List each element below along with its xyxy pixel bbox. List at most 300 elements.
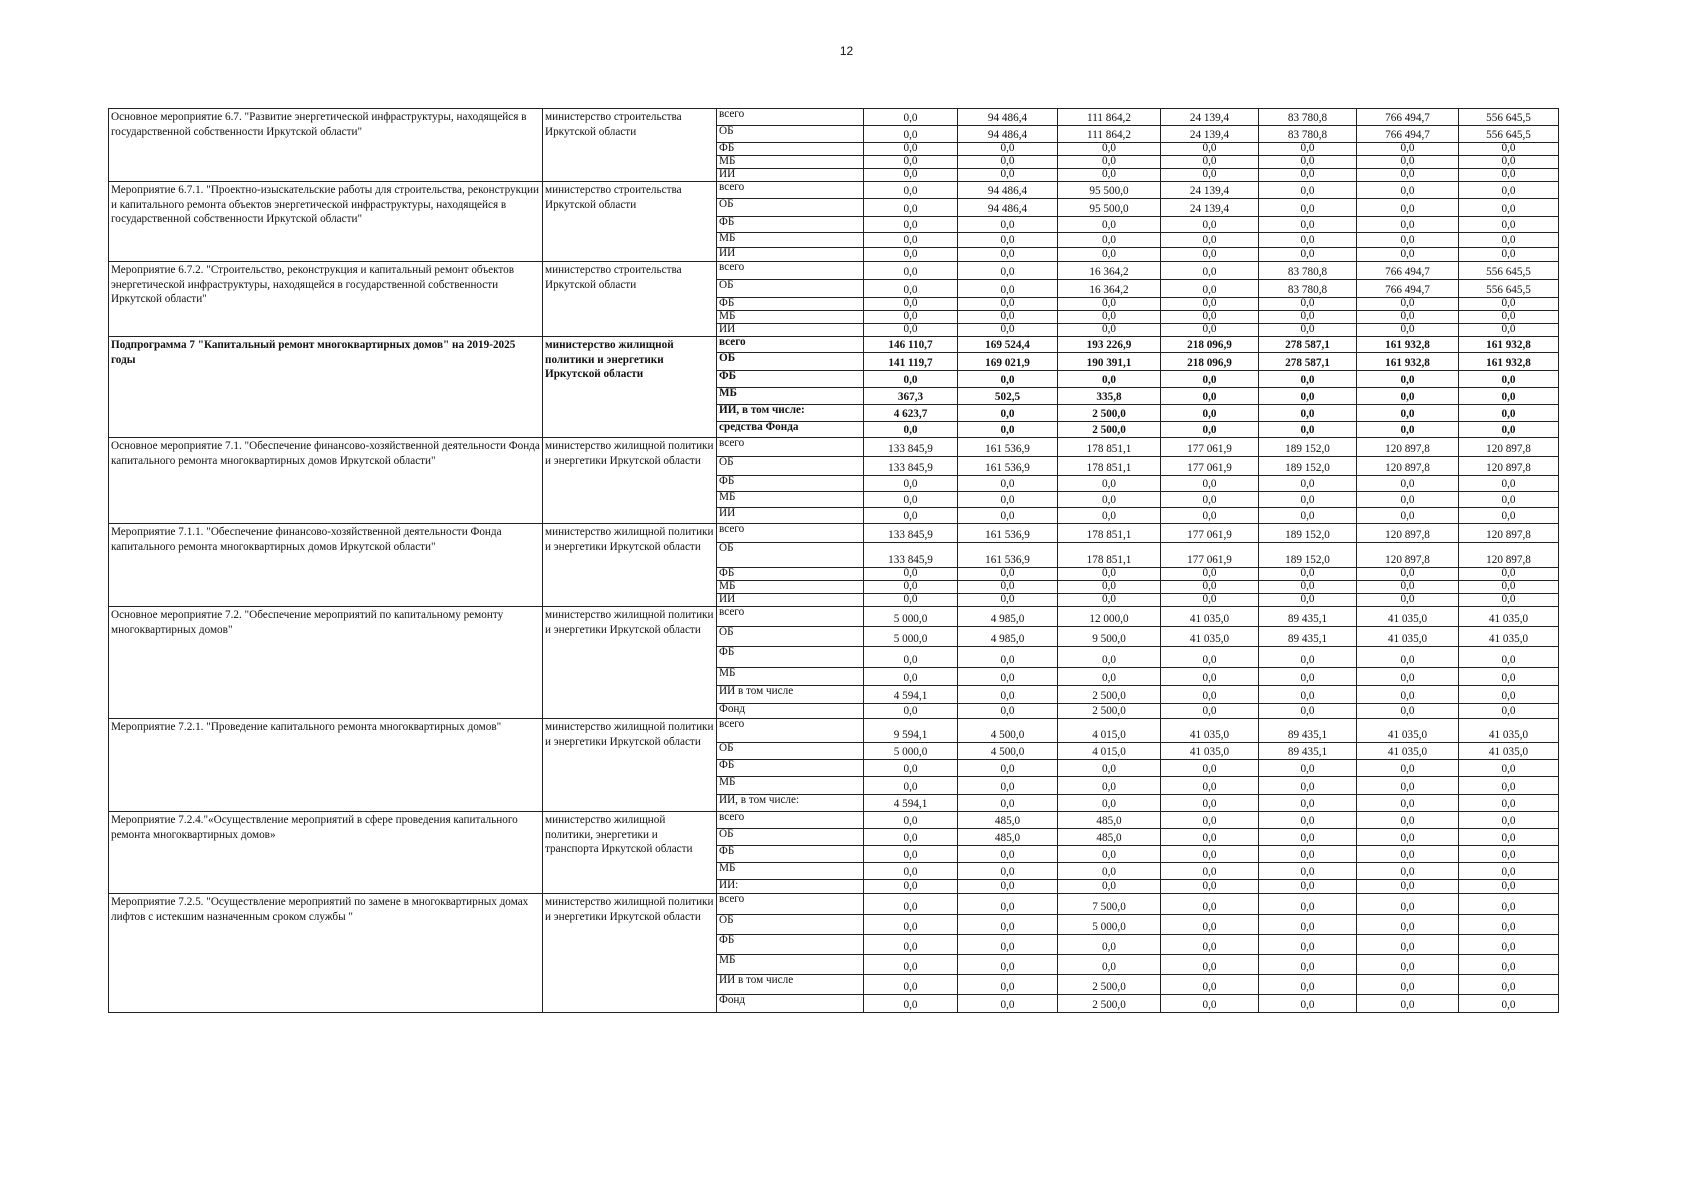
funding-source: ФБ <box>717 476 864 492</box>
amount-cell: 0,0 <box>1058 508 1161 524</box>
amount-cell: 0,0 <box>1357 156 1459 169</box>
amount-cell: 0,0 <box>1161 476 1259 492</box>
amount-cell: 0,0 <box>1259 760 1357 777</box>
amount-cell: 0,0 <box>864 217 958 233</box>
amount-cell: 24 139,4 <box>1161 199 1259 217</box>
amount-cell: 161 536,9 <box>958 543 1058 568</box>
amount-cell: 0,0 <box>1459 581 1559 594</box>
amount-cell: 0,0 <box>1161 248 1259 262</box>
amount-cell: 0,0 <box>1357 863 1459 880</box>
measure-name: Мероприятие 6.7.1. "Проектно-изыскательские работы для строительства, реконструкции и капитального ремонта объектов энергетической инфраструктуры, находящейся в государственной собственности Иркутской области" <box>109 182 543 262</box>
amount-cell: 0,0 <box>1459 156 1559 169</box>
amount-cell: 0,0 <box>958 581 1058 594</box>
amount-cell: 0,0 <box>1357 777 1459 795</box>
amount-cell: 0,0 <box>1259 324 1357 337</box>
amount-cell: 0,0 <box>864 371 958 388</box>
table-row <box>109 812 1559 829</box>
amount-cell: 0,0 <box>864 298 958 311</box>
amount-cell: 7 500,0 <box>1058 894 1161 915</box>
amount-cell: 0,0 <box>958 217 1058 233</box>
amount-cell: 189 152,0 <box>1259 543 1357 568</box>
amount-cell: 0,0 <box>1459 863 1559 880</box>
amount-cell: 0,0 <box>958 508 1058 524</box>
amount-cell: 766 494,7 <box>1357 280 1459 298</box>
funding-source: МБ <box>717 388 864 405</box>
amount-cell: 161 932,8 <box>1357 353 1459 371</box>
amount-cell: 0,0 <box>1459 955 1559 975</box>
amount-cell: 0,0 <box>1058 955 1161 975</box>
amount-cell: 0,0 <box>1161 975 1259 995</box>
amount-cell: 0,0 <box>1259 880 1357 894</box>
amount-cell: 24 139,4 <box>1161 109 1259 126</box>
amount-cell: 95 500,0 <box>1058 199 1161 217</box>
amount-cell: 120 897,8 <box>1357 438 1459 457</box>
amount-cell: 0,0 <box>1459 686 1559 704</box>
amount-cell: 0,0 <box>1161 915 1259 935</box>
amount-cell: 0,0 <box>1357 581 1459 594</box>
amount-cell: 146 110,7 <box>864 337 958 353</box>
amount-cell: 16 364,2 <box>1058 262 1161 280</box>
measure-name: Основное мероприятие 7.1. "Обеспечение финансово-хозяйственной деятельности Фонда капитального ремонта многоквартирных домов Иркутской области" <box>109 438 543 524</box>
amount-cell: 278 587,1 <box>1259 353 1357 371</box>
amount-cell: 89 435,1 <box>1259 627 1357 647</box>
amount-cell: 0,0 <box>958 777 1058 795</box>
amount-cell: 0,0 <box>1459 233 1559 248</box>
amount-cell: 0,0 <box>958 422 1058 438</box>
amount-cell: 0,0 <box>1357 668 1459 686</box>
table-row <box>109 524 1559 543</box>
amount-cell: 178 851,1 <box>1058 457 1161 476</box>
amount-cell: 0,0 <box>1161 777 1259 795</box>
amount-cell: 41 035,0 <box>1459 719 1559 743</box>
amount-cell: 2 500,0 <box>1058 686 1161 704</box>
amount-cell: 0,0 <box>958 298 1058 311</box>
amount-cell: 502,5 <box>958 388 1058 405</box>
amount-cell: 0,0 <box>1357 935 1459 955</box>
amount-cell: 0,0 <box>1161 795 1259 812</box>
amount-cell: 0,0 <box>864 199 958 217</box>
amount-cell: 0,0 <box>1161 233 1259 248</box>
amount-cell: 0,0 <box>1058 492 1161 508</box>
amount-cell: 0,0 <box>864 846 958 863</box>
amount-cell: 0,0 <box>864 422 958 438</box>
amount-cell: 485,0 <box>1058 812 1161 829</box>
amount-cell: 12 000,0 <box>1058 607 1161 627</box>
amount-cell: 169 524,4 <box>958 337 1058 353</box>
amount-cell: 0,0 <box>958 704 1058 719</box>
amount-cell: 0,0 <box>958 280 1058 298</box>
amount-cell: 0,0 <box>1459 812 1559 829</box>
measure-name: Основное мероприятие 7.2. "Обеспечение мероприятий по капитальному ремонту многоквартирных домов" <box>109 607 543 719</box>
amount-cell: 0,0 <box>1459 995 1559 1013</box>
amount-cell: 0,0 <box>1058 777 1161 795</box>
amount-cell: 0,0 <box>1357 975 1459 995</box>
amount-cell: 5 000,0 <box>864 607 958 627</box>
amount-cell: 161 932,8 <box>1459 337 1559 353</box>
amount-cell: 0,0 <box>1058 668 1161 686</box>
amount-cell: 0,0 <box>1459 829 1559 846</box>
amount-cell: 0,0 <box>1459 777 1559 795</box>
amount-cell: 0,0 <box>958 405 1058 422</box>
amount-cell: 41 035,0 <box>1459 607 1559 627</box>
amount-cell: 278 587,1 <box>1259 337 1357 353</box>
amount-cell: 0,0 <box>1357 795 1459 812</box>
amount-cell: 4 594,1 <box>864 795 958 812</box>
amount-cell: 0,0 <box>1259 233 1357 248</box>
amount-cell: 0,0 <box>1259 248 1357 262</box>
funding-source: ОБ <box>717 126 864 143</box>
amount-cell: 0,0 <box>1459 760 1559 777</box>
amount-cell: 0,0 <box>1357 568 1459 581</box>
executor-name: министерство строительства Иркутской области <box>543 182 717 262</box>
amount-cell: 0,0 <box>1259 955 1357 975</box>
amount-cell: 190 391,1 <box>1058 353 1161 371</box>
amount-cell: 218 096,9 <box>1161 337 1259 353</box>
measure-name: Мероприятие 7.2.4."«Осуществление мероприятий в сфере проведения капитального ремонта многоквартирных домов» <box>109 812 543 894</box>
table-row <box>109 262 1559 280</box>
amount-cell: 0,0 <box>1357 476 1459 492</box>
funding-source: ИИ <box>717 324 864 337</box>
amount-cell: 0,0 <box>864 829 958 846</box>
amount-cell: 95 500,0 <box>1058 182 1161 199</box>
amount-cell: 0,0 <box>864 812 958 829</box>
amount-cell: 0,0 <box>958 311 1058 324</box>
table-row <box>109 607 1559 627</box>
amount-cell: 0,0 <box>958 915 1058 935</box>
executor-name: министерство жилищной политики и энергетики Иркутской области <box>543 607 717 719</box>
amount-cell: 766 494,7 <box>1357 109 1459 126</box>
funding-source: ОБ <box>717 457 864 476</box>
amount-cell: 83 780,8 <box>1259 109 1357 126</box>
funding-source: всего <box>717 182 864 199</box>
amount-cell: 0,0 <box>1259 894 1357 915</box>
amount-cell: 0,0 <box>1459 388 1559 405</box>
amount-cell: 0,0 <box>1459 975 1559 995</box>
amount-cell: 94 486,4 <box>958 109 1058 126</box>
amount-cell: 0,0 <box>1058 760 1161 777</box>
amount-cell: 0,0 <box>1058 647 1161 668</box>
amount-cell: 0,0 <box>1259 581 1357 594</box>
amount-cell: 24 139,4 <box>1161 126 1259 143</box>
amount-cell: 0,0 <box>864 568 958 581</box>
amount-cell: 0,0 <box>1161 955 1259 975</box>
amount-cell: 5 000,0 <box>864 743 958 760</box>
amount-cell: 0,0 <box>1058 581 1161 594</box>
amount-cell: 0,0 <box>1459 935 1559 955</box>
executor-name: министерство жилищной политики и энергетики Иркутской области <box>543 524 717 607</box>
amount-cell: 0,0 <box>1459 915 1559 935</box>
amount-cell: 0,0 <box>864 169 958 182</box>
amount-cell: 485,0 <box>1058 829 1161 846</box>
amount-cell: 766 494,7 <box>1357 126 1459 143</box>
amount-cell: 0,0 <box>1459 508 1559 524</box>
amount-cell: 0,0 <box>864 143 958 156</box>
amount-cell: 0,0 <box>1357 388 1459 405</box>
amount-cell: 0,0 <box>1058 846 1161 863</box>
amount-cell: 0,0 <box>1259 829 1357 846</box>
amount-cell: 0,0 <box>864 109 958 126</box>
executor-name: министерство строительства Иркутской области <box>543 262 717 337</box>
amount-cell: 0,0 <box>1259 647 1357 668</box>
amount-cell: 41 035,0 <box>1357 627 1459 647</box>
amount-cell: 0,0 <box>1058 594 1161 607</box>
funding-source: ФБ <box>717 647 864 668</box>
amount-cell: 0,0 <box>1459 217 1559 233</box>
amount-cell: 0,0 <box>958 233 1058 248</box>
amount-cell: 0,0 <box>864 704 958 719</box>
amount-cell: 0,0 <box>1259 846 1357 863</box>
amount-cell: 0,0 <box>1161 280 1259 298</box>
amount-cell: 0,0 <box>1259 568 1357 581</box>
amount-cell: 0,0 <box>1259 492 1357 508</box>
amount-cell: 0,0 <box>958 975 1058 995</box>
amount-cell: 0,0 <box>864 262 958 280</box>
funding-source: ФБ <box>717 217 864 233</box>
amount-cell: 24 139,4 <box>1161 182 1259 199</box>
amount-cell: 0,0 <box>864 324 958 337</box>
amount-cell: 0,0 <box>864 126 958 143</box>
amount-cell: 0,0 <box>1259 298 1357 311</box>
amount-cell: 0,0 <box>1357 405 1459 422</box>
amount-cell: 4 985,0 <box>958 607 1058 627</box>
amount-cell: 0,0 <box>1259 371 1357 388</box>
amount-cell: 4 015,0 <box>1058 719 1161 743</box>
amount-cell: 0,0 <box>1459 298 1559 311</box>
amount-cell: 0,0 <box>864 915 958 935</box>
amount-cell: 0,0 <box>1058 324 1161 337</box>
funding-source: всего <box>717 894 864 915</box>
funding-source: Фонд <box>717 995 864 1013</box>
amount-cell: 0,0 <box>1161 143 1259 156</box>
amount-cell: 120 897,8 <box>1357 457 1459 476</box>
amount-cell: 0,0 <box>1058 311 1161 324</box>
amount-cell: 0,0 <box>1357 647 1459 668</box>
amount-cell: 0,0 <box>864 894 958 915</box>
table-row <box>109 337 1559 353</box>
funding-source: ОБ <box>717 627 864 647</box>
amount-cell: 2 500,0 <box>1058 422 1161 438</box>
amount-cell: 5 000,0 <box>864 627 958 647</box>
amount-cell: 0,0 <box>864 476 958 492</box>
amount-cell: 0,0 <box>1459 594 1559 607</box>
amount-cell: 0,0 <box>864 508 958 524</box>
funding-source: МБ <box>717 581 864 594</box>
amount-cell: 120 897,8 <box>1357 543 1459 568</box>
amount-cell: 120 897,8 <box>1459 457 1559 476</box>
amount-cell: 41 035,0 <box>1161 627 1259 647</box>
funding-source: МБ <box>717 156 864 169</box>
amount-cell: 0,0 <box>1459 422 1559 438</box>
amount-cell: 0,0 <box>1259 995 1357 1013</box>
amount-cell: 0,0 <box>958 647 1058 668</box>
amount-cell: 485,0 <box>958 812 1058 829</box>
amount-cell: 0,0 <box>864 995 958 1013</box>
funding-source: ИИ <box>717 248 864 262</box>
funding-source: ФБ <box>717 846 864 863</box>
amount-cell: 0,0 <box>958 668 1058 686</box>
amount-cell: 0,0 <box>1058 143 1161 156</box>
amount-cell: 161 536,9 <box>958 438 1058 457</box>
amount-cell: 0,0 <box>1058 476 1161 492</box>
amount-cell: 41 035,0 <box>1161 743 1259 760</box>
amount-cell: 0,0 <box>1357 508 1459 524</box>
budget-table <box>108 108 1559 1013</box>
amount-cell: 41 035,0 <box>1161 607 1259 627</box>
amount-cell: 0,0 <box>958 995 1058 1013</box>
funding-source: МБ <box>717 668 864 686</box>
amount-cell: 133 845,9 <box>864 524 958 543</box>
amount-cell: 0,0 <box>864 280 958 298</box>
amount-cell: 0,0 <box>1259 935 1357 955</box>
amount-cell: 41 035,0 <box>1357 743 1459 760</box>
amount-cell: 0,0 <box>864 647 958 668</box>
amount-cell: 0,0 <box>958 476 1058 492</box>
funding-source: всего <box>717 262 864 280</box>
amount-cell: 0,0 <box>958 568 1058 581</box>
amount-cell: 0,0 <box>1259 476 1357 492</box>
amount-cell: 766 494,7 <box>1357 262 1459 280</box>
amount-cell: 16 364,2 <box>1058 280 1161 298</box>
amount-cell: 0,0 <box>1259 863 1357 880</box>
amount-cell: 111 864,2 <box>1058 126 1161 143</box>
amount-cell: 0,0 <box>1259 217 1357 233</box>
amount-cell: 0,0 <box>1459 311 1559 324</box>
amount-cell: 177 061,9 <box>1161 543 1259 568</box>
funding-source: ОБ <box>717 915 864 935</box>
table-row <box>109 182 1559 199</box>
amount-cell: 0,0 <box>1357 894 1459 915</box>
amount-cell: 0,0 <box>1259 795 1357 812</box>
funding-source: ОБ <box>717 199 864 217</box>
amount-cell: 193 226,9 <box>1058 337 1161 353</box>
amount-cell: 0,0 <box>1259 915 1357 935</box>
amount-cell: 41 035,0 <box>1459 743 1559 760</box>
amount-cell: 0,0 <box>1161 863 1259 880</box>
funding-source: всего <box>717 607 864 627</box>
amount-cell: 0,0 <box>1161 829 1259 846</box>
amount-cell: 0,0 <box>1058 371 1161 388</box>
amount-cell: 0,0 <box>1357 846 1459 863</box>
executor-name: министерство жилищной политики, энергетики и транспорта Иркутской области <box>543 812 717 894</box>
amount-cell: 0,0 <box>864 492 958 508</box>
amount-cell: 0,0 <box>1459 846 1559 863</box>
amount-cell: 133 845,9 <box>864 438 958 457</box>
funding-source: ИИ, в том числе: <box>717 405 864 422</box>
amount-cell: 0,0 <box>958 686 1058 704</box>
amount-cell: 0,0 <box>1459 894 1559 915</box>
amount-cell: 0,0 <box>1459 568 1559 581</box>
amount-cell: 0,0 <box>958 863 1058 880</box>
amount-cell: 0,0 <box>958 935 1058 955</box>
table-row <box>109 894 1559 915</box>
amount-cell: 0,0 <box>1161 388 1259 405</box>
amount-cell: 0,0 <box>958 492 1058 508</box>
amount-cell: 120 897,8 <box>1459 543 1559 568</box>
amount-cell: 0,0 <box>1161 581 1259 594</box>
amount-cell: 161 932,8 <box>1357 337 1459 353</box>
amount-cell: 0,0 <box>1161 594 1259 607</box>
amount-cell: 0,0 <box>1459 880 1559 894</box>
amount-cell: 4 500,0 <box>958 743 1058 760</box>
amount-cell: 0,0 <box>1357 829 1459 846</box>
amount-cell: 0,0 <box>958 846 1058 863</box>
amount-cell: 41 035,0 <box>1161 719 1259 743</box>
amount-cell: 0,0 <box>1459 324 1559 337</box>
amount-cell: 120 897,8 <box>1357 524 1459 543</box>
amount-cell: 0,0 <box>1357 311 1459 324</box>
amount-cell: 0,0 <box>1459 795 1559 812</box>
amount-cell: 0,0 <box>1161 169 1259 182</box>
amount-cell: 94 486,4 <box>958 199 1058 217</box>
measure-name: Подпрограмма 7 "Капитальный ремонт многоквартирных домов" на 2019-2025 годы <box>109 337 543 438</box>
amount-cell: 4 015,0 <box>1058 743 1161 760</box>
amount-cell: 0,0 <box>958 594 1058 607</box>
funding-source: ОБ <box>717 280 864 298</box>
amount-cell: 0,0 <box>864 233 958 248</box>
funding-source: средства Фонда <box>717 422 864 438</box>
amount-cell: 0,0 <box>1357 995 1459 1013</box>
amount-cell: 0,0 <box>958 248 1058 262</box>
amount-cell: 161 932,8 <box>1459 353 1559 371</box>
amount-cell: 0,0 <box>1357 704 1459 719</box>
amount-cell: 0,0 <box>1259 388 1357 405</box>
amount-cell: 178 851,1 <box>1058 438 1161 457</box>
amount-cell: 556 645,5 <box>1459 262 1559 280</box>
amount-cell: 0,0 <box>864 760 958 777</box>
measure-name: Мероприятие 7.1.1. "Обеспечение финансово-хозяйственной деятельности Фонда капитального ремонта многоквартирных домов Иркутской области" <box>109 524 543 607</box>
measure-name: Основное мероприятие 6.7. "Развитие энергетической инфраструктуры, находящейся в государственной собственности Иркутской области" <box>109 109 543 182</box>
amount-cell: 0,0 <box>1259 199 1357 217</box>
amount-cell: 0,0 <box>1161 880 1259 894</box>
amount-cell: 94 486,4 <box>958 182 1058 199</box>
amount-cell: 0,0 <box>1357 233 1459 248</box>
amount-cell: 2 500,0 <box>1058 405 1161 422</box>
table-row <box>109 719 1559 743</box>
measure-name: Мероприятие 7.2.1. "Проведение капитального ремонта многоквартирных домов" <box>109 719 543 812</box>
funding-source: всего <box>717 337 864 353</box>
amount-cell: 0,0 <box>1259 686 1357 704</box>
amount-cell: 0,0 <box>1357 915 1459 935</box>
amount-cell: 0,0 <box>1058 795 1161 812</box>
funding-source: ИИ <box>717 594 864 607</box>
amount-cell: 169 021,9 <box>958 353 1058 371</box>
amount-cell: 0,0 <box>1357 812 1459 829</box>
amount-cell: 0,0 <box>1259 182 1357 199</box>
funding-source: ФБ <box>717 298 864 311</box>
amount-cell: 0,0 <box>1161 324 1259 337</box>
funding-source: ОБ <box>717 543 864 568</box>
amount-cell: 0,0 <box>958 169 1058 182</box>
executor-name: министерство строительства Иркутской области <box>543 109 717 182</box>
funding-source: МБ <box>717 233 864 248</box>
amount-cell: 0,0 <box>864 880 958 894</box>
amount-cell: 133 845,9 <box>864 543 958 568</box>
amount-cell: 0,0 <box>958 760 1058 777</box>
amount-cell: 0,0 <box>958 955 1058 975</box>
amount-cell: 0,0 <box>1357 217 1459 233</box>
amount-cell: 120 897,8 <box>1459 524 1559 543</box>
funding-source: МБ <box>717 863 864 880</box>
amount-cell: 0,0 <box>958 894 1058 915</box>
executor-name: министерство жилищной политики и энергетики Иркутской области <box>543 894 717 1013</box>
amount-cell: 0,0 <box>1259 311 1357 324</box>
amount-cell: 0,0 <box>1058 935 1161 955</box>
amount-cell: 0,0 <box>1459 248 1559 262</box>
amount-cell: 0,0 <box>1161 262 1259 280</box>
amount-cell: 0,0 <box>958 880 1058 894</box>
funding-source: всего <box>717 438 864 457</box>
funding-source: ФБ <box>717 568 864 581</box>
